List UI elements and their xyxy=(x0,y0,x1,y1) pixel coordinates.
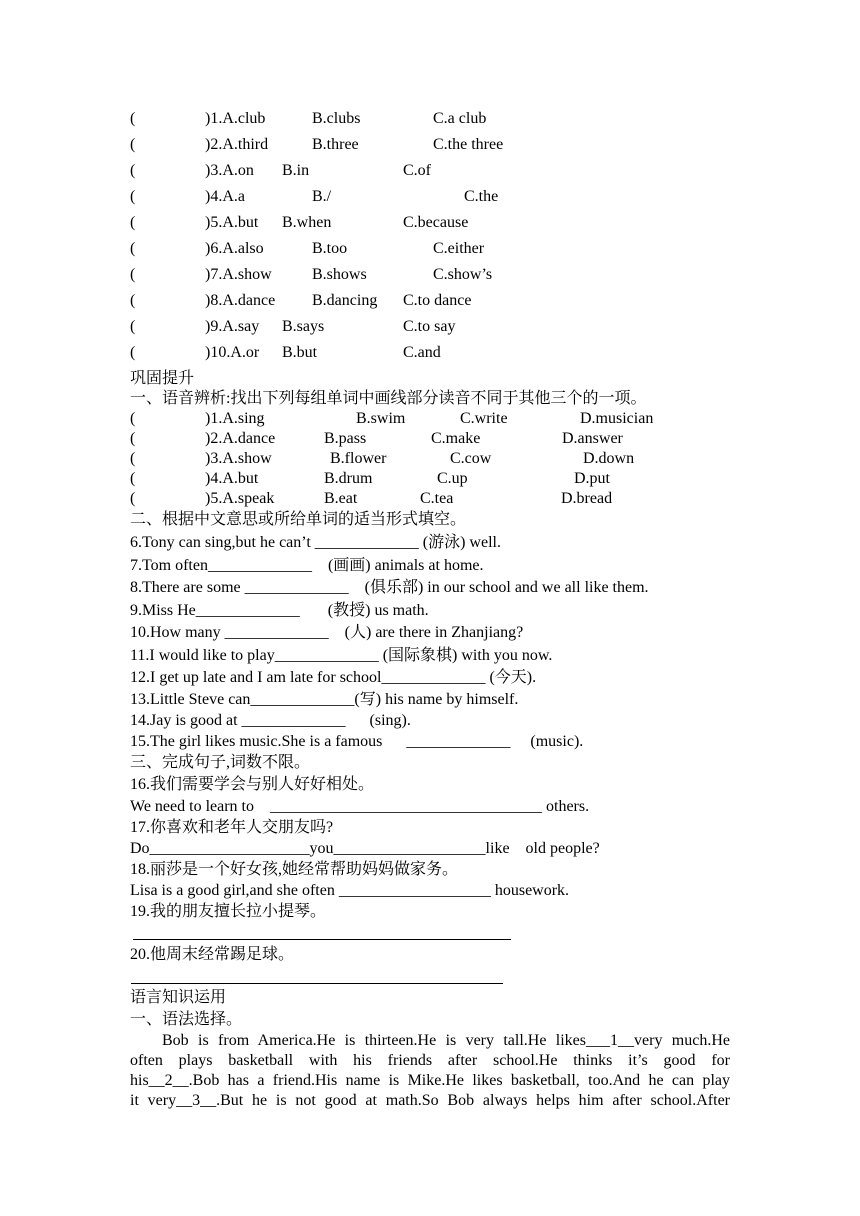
choice-option-c: C.the xyxy=(464,188,499,205)
complete-item: 17.你喜欢和老年人交朋友吗? xyxy=(130,819,334,836)
choice-option-b: B.in xyxy=(282,162,310,179)
complete-item: We need to learn to __________________________________ others. xyxy=(130,798,590,815)
choice-paren: ( xyxy=(130,450,136,467)
choice-option-c: C.to say xyxy=(403,318,456,335)
phonetic-option-b: B.drum xyxy=(324,470,373,487)
choice-option-a: )9.A.say xyxy=(205,318,260,335)
phonetic-option-b: B.pass xyxy=(324,430,367,447)
choice-option-a: )7.A.show xyxy=(205,266,272,283)
choice-option-c: C.of xyxy=(403,162,431,179)
complete-item: Lisa is a good girl,and she often ___________________ housework. xyxy=(130,882,570,899)
choice-option-c: C.the three xyxy=(433,136,504,153)
choice-option-b: B.too xyxy=(312,240,348,257)
choice-option-a: )1.A.club xyxy=(205,110,266,127)
choice-paren: ( xyxy=(130,162,136,179)
phonetic-option-d: D.down xyxy=(583,450,635,467)
phonetic-option-a: )2.A.dance xyxy=(205,430,276,447)
choice-paren: ( xyxy=(130,344,136,361)
passage-line: his__2__.Bob has a friend.His name is Mike.He likes basketball, too.And he can play xyxy=(130,1072,730,1089)
choice-option-b: B.three xyxy=(312,136,359,153)
choice-option-b: B./ xyxy=(312,188,332,205)
choice-option-c: C.and xyxy=(403,344,441,361)
choice-paren: ( xyxy=(130,240,136,257)
fill-item: 12.I get up late and I am late for school_____________ (今天). xyxy=(130,669,537,686)
choice-option-c: C.because xyxy=(403,214,469,231)
choice-paren: ( xyxy=(130,410,136,427)
phonetic-option-a: )3.A.show xyxy=(205,450,272,467)
choice-paren: ( xyxy=(130,136,136,153)
phonetic-option-b: B.eat xyxy=(324,490,358,507)
section-heading-phonetics: 一、语音辨析:找出下列每组单词中画线部分读音不同于其他三个的一项。 xyxy=(130,390,647,407)
phonetic-option-c: C.write xyxy=(460,410,508,427)
choice-option-b: B.says xyxy=(282,318,325,335)
choice-option-c: C.either xyxy=(433,240,485,257)
choice-option-a: )4.A.a xyxy=(205,188,245,205)
complete-item: 20.他周末经常踢足球。 xyxy=(130,946,295,963)
choice-option-b: B.when xyxy=(282,214,332,231)
section-heading-complete: 三、完成句子,词数不限。 xyxy=(130,754,311,771)
phonetic-option-a: )4.A.but xyxy=(205,470,259,487)
choice-option-b: B.but xyxy=(282,344,318,361)
phonetic-option-d: D.answer xyxy=(562,430,623,447)
choice-option-a: )2.A.third xyxy=(205,136,269,153)
phonetic-option-a: )5.A.speak xyxy=(205,490,275,507)
complete-item: 19.我的朋友擅长拉小提琴。 xyxy=(130,903,327,920)
choice-paren: ( xyxy=(130,470,136,487)
choice-paren: ( xyxy=(130,188,136,205)
choice-paren: ( xyxy=(130,430,136,447)
choice-option-a: )3.A.on xyxy=(205,162,254,179)
fill-item: 13.Little Steve can_____________(写) his name by himself. xyxy=(130,691,519,708)
choice-option-a: )6.A.also xyxy=(205,240,264,257)
choice-option-b: B.shows xyxy=(312,266,367,283)
section-heading-language: 语言知识运用 xyxy=(130,989,227,1006)
fill-item: 7.Tom often_____________ (画画) animals at home. xyxy=(130,557,484,574)
fill-item: 9.Miss He_____________ (教授) us math. xyxy=(130,602,429,619)
section-heading-grammar: 一、语法选择。 xyxy=(130,1011,243,1028)
fill-item: 14.Jay is good at _____________ (sing). xyxy=(130,712,411,729)
choice-paren: ( xyxy=(130,266,136,283)
phonetic-option-b: B.flower xyxy=(330,450,387,467)
phonetic-option-d: D.put xyxy=(574,470,610,487)
choice-paren: ( xyxy=(130,110,136,127)
answer-line xyxy=(131,983,503,984)
choice-option-c: C.to dance xyxy=(403,292,472,309)
complete-item: 16.我们需要学会与别人好好相处。 xyxy=(130,776,375,793)
phonetic-option-c: C.up xyxy=(437,470,468,487)
choice-option-b: B.clubs xyxy=(312,110,361,127)
choice-paren: ( xyxy=(130,318,136,335)
passage-line: it very__3__.But he is not good at math.So Bob always helps him after school.After xyxy=(130,1092,730,1109)
phonetic-option-a: )1.A.sing xyxy=(205,410,265,427)
choice-option-a: )10.A.or xyxy=(205,344,260,361)
choice-option-c: C.a club xyxy=(433,110,487,127)
phonetic-option-d: D.bread xyxy=(561,490,613,507)
phonetic-option-c: C.make xyxy=(431,430,481,447)
phonetic-option-b: B.swim xyxy=(356,410,406,427)
fill-item: 15.The girl likes music.She is a famous _____________ (music). xyxy=(130,733,584,750)
fill-item: 6.Tony can sing,but he can’t _____________ (游泳) well. xyxy=(130,534,501,551)
fill-item: 11.I would like to play_____________ (国际象棋) with you now. xyxy=(130,647,553,664)
choice-option-c: C.show’s xyxy=(433,266,493,283)
fill-item: 10.How many _____________ (人) are there in Zhanjiang? xyxy=(130,624,524,641)
choice-paren: ( xyxy=(130,490,136,507)
phonetic-option-d: D.musician xyxy=(580,410,654,427)
section-heading-consolidate: 巩固提升 xyxy=(130,370,195,387)
passage-line: Bob is from America.He is thirteen.He is very tall.He likes___1__very much.He xyxy=(162,1032,730,1049)
fill-item: 8.There are some _____________ (俱乐部) in our school and we all like them. xyxy=(130,579,649,596)
complete-item: Do____________________you___________________like old people? xyxy=(130,840,600,857)
passage-line: often plays basketball with his friends after school.He thinks it’s good for xyxy=(130,1052,730,1069)
choice-paren: ( xyxy=(130,214,136,231)
choice-paren: ( xyxy=(130,292,136,309)
answer-line xyxy=(133,939,511,940)
choice-option-a: )5.A.but xyxy=(205,214,259,231)
choice-option-a: )8.A.dance xyxy=(205,292,276,309)
phonetic-option-c: C.tea xyxy=(420,490,454,507)
complete-item: 18.丽莎是一个好女孩,她经常帮助妈妈做家务。 xyxy=(130,861,459,878)
section-heading-fill: 二、根据中文意思或所给单词的适当形式填空。 xyxy=(130,511,467,528)
phonetic-option-c: C.cow xyxy=(450,450,492,467)
choice-option-b: B.dancing xyxy=(312,292,378,309)
